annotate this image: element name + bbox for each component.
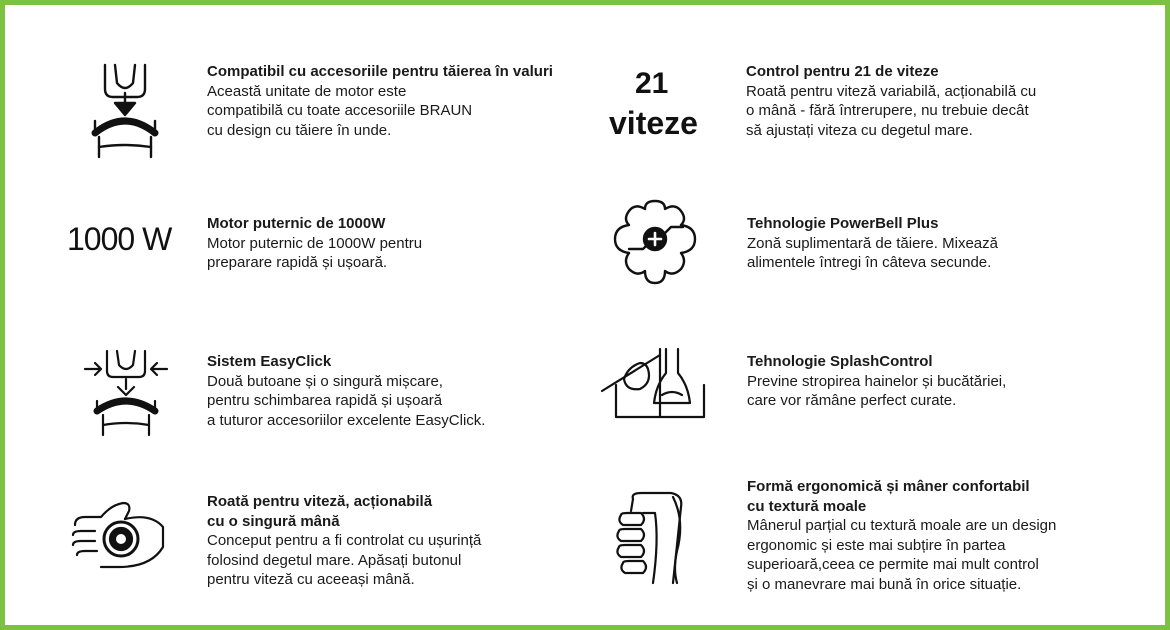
feature-description: Previne stropirea hainelor și bucătăriei, care vor rămâne perfect curate. bbox=[747, 372, 1007, 409]
feature-title: Compatibil cu accesoriile pentru tăierea în valuri bbox=[207, 63, 553, 80]
feature-description: Mânerul parțial cu textură moale are un design ergonomic și este mai subțire în partea superioară,ceea ce permite mai mult control și o manevrare mai bună în orice situație. bbox=[747, 517, 1057, 593]
feature-description: Motor puternic de 1000W pentru preparare rapidă și ușoară. bbox=[207, 234, 423, 271]
ergonomic-grip-icon bbox=[611, 491, 691, 585]
feature-wave-cut bbox=[207, 62, 607, 140]
feature-title: Tehnologie PowerBell Plus bbox=[747, 215, 939, 232]
feature-title: Motor puternic de 1000W bbox=[207, 215, 386, 232]
feature-speed-wheel bbox=[207, 492, 587, 590]
feature-title: Roată pentru viteză, acționabilă cu o singură mână bbox=[207, 493, 433, 530]
feature-title: Sistem EasyClick bbox=[207, 353, 332, 370]
feature-title: Tehnologie SplashControl bbox=[747, 353, 933, 370]
feature-description: Zonă suplimentară de tăiere. Mixează alimentele întregi în câteva secunde. bbox=[747, 234, 998, 271]
speed-count-word: viteze bbox=[609, 105, 698, 141]
feature-ergonomic-grip bbox=[747, 477, 1147, 594]
speed-wheel-hand-icon bbox=[71, 497, 167, 573]
feature-description: Două butoane și o singură mișcare, pentru schimbarea rapidă și ușoară a tuturor accesoriilor excelente EasyClick. bbox=[207, 372, 486, 429]
power-1000w-label: 1000 W bbox=[67, 221, 172, 257]
feature-description: Roată pentru viteză variabilă, acționabilă cu o mână - fără întrerupere, nu trebuie decât să ajustați viteza cu degetul mare. bbox=[746, 82, 1037, 139]
feature-21-speeds bbox=[746, 62, 1146, 140]
feature-splash-control bbox=[747, 352, 1147, 411]
feature-description: Conceput pentru a fi controlat cu ușurință folosind degetul mare. Apăsați butonul pentru viteză cu aceeași mână. bbox=[207, 532, 482, 588]
wave-cut-accessory-icon bbox=[85, 63, 165, 159]
feature-description: Această unitate de motor este compatibilă cu toate accesoriile BRAUN cu design cu tăiere în unde. bbox=[207, 82, 473, 139]
feature-motor-1000w bbox=[207, 214, 587, 273]
feature-title: Formă ergonomică și mâner confortabil cu textură moale bbox=[747, 478, 1030, 515]
speed-count-number: 21 bbox=[635, 67, 669, 100]
feature-title: Control pentru 21 de viteze bbox=[746, 63, 939, 80]
feature-powerbell-plus bbox=[747, 214, 1147, 273]
powerbell-plus-icon bbox=[607, 197, 703, 287]
feature-easyclick bbox=[207, 352, 587, 430]
easyclick-icon bbox=[81, 347, 171, 437]
splash-control-icon bbox=[600, 345, 708, 421]
